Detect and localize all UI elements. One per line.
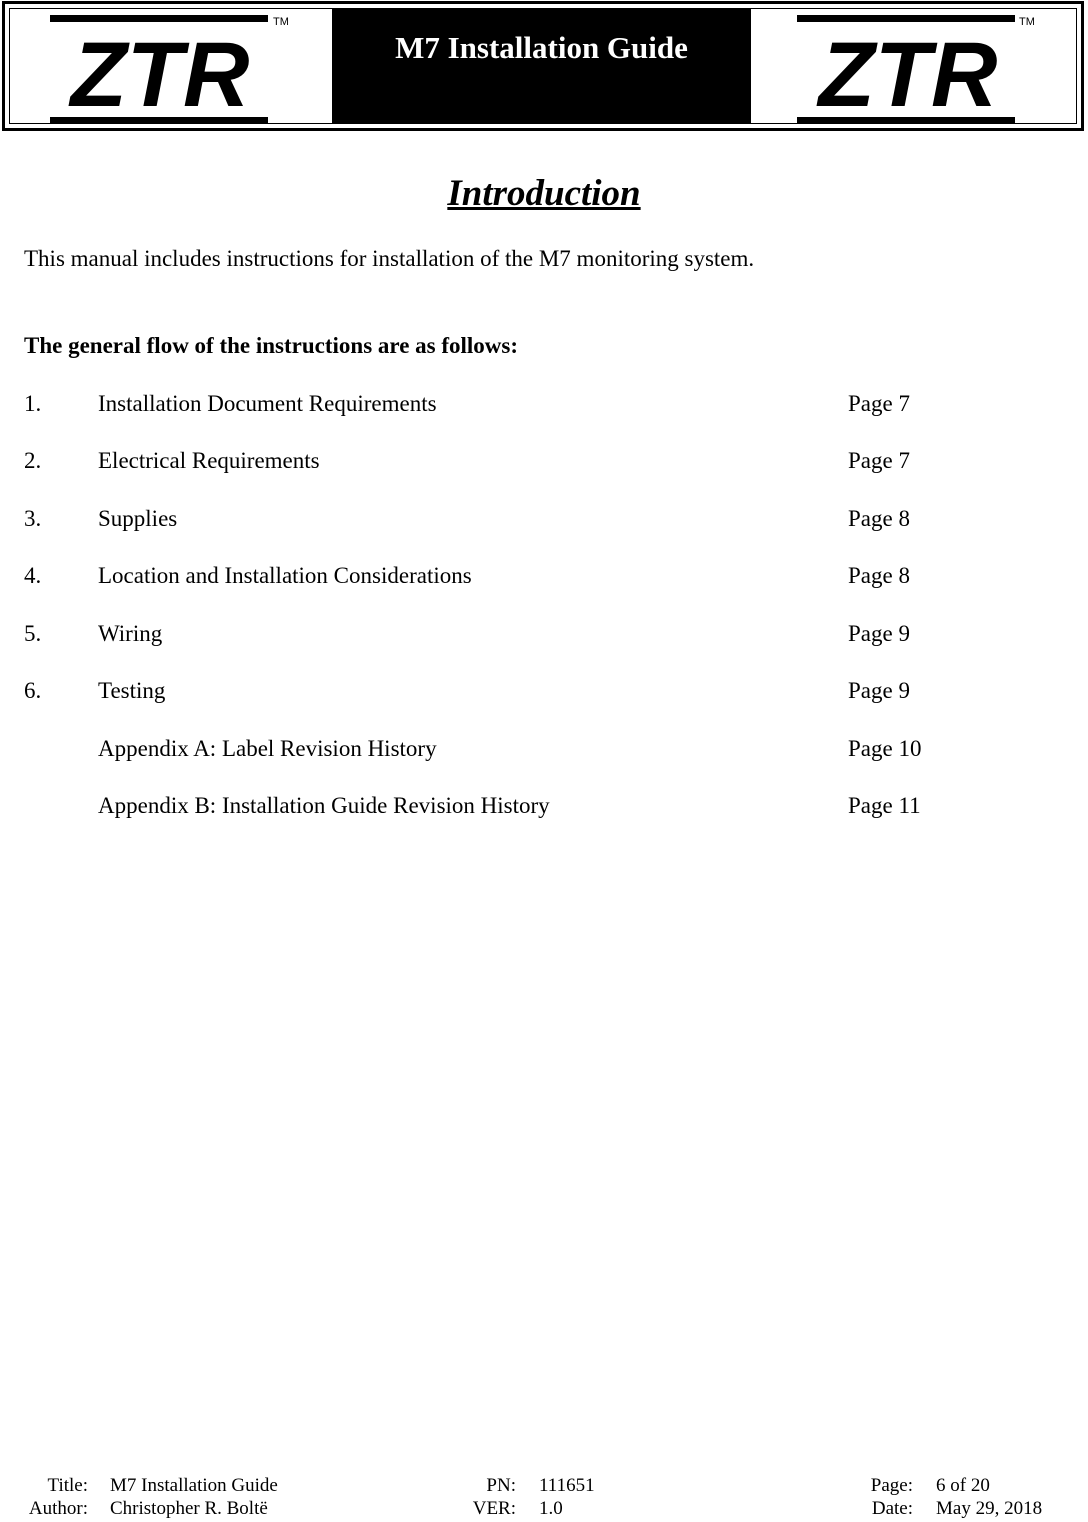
toc-page: Page 8 xyxy=(848,563,910,588)
footer-date-value: May 29, 2018 xyxy=(936,1498,1043,1519)
intro-paragraph: This manual includes instructions for installation of the M7 monitoring system. xyxy=(24,246,755,271)
footer-page-label: Page: xyxy=(870,1475,913,1496)
toc-label: Appendix A: Label Revision History xyxy=(98,736,437,761)
svg-text:TM: TM xyxy=(273,16,289,28)
ztr-logo-right xyxy=(751,9,1076,126)
toc-label: Testing xyxy=(98,678,166,703)
header-title-cell xyxy=(332,9,751,123)
ztr-logo-icon xyxy=(751,9,1076,129)
toc-label: Appendix B: Installation Guide Revision History xyxy=(98,793,550,818)
toc-item xyxy=(0,678,1088,708)
toc-label: Electrical Requirements xyxy=(98,448,320,473)
toc-page: Page 10 xyxy=(848,736,922,761)
toc-page: Page 8 xyxy=(848,506,910,531)
svg-text:TM: TM xyxy=(1019,16,1035,28)
footer-title-value: M7 Installation Guide xyxy=(110,1475,278,1496)
page-footer xyxy=(0,1474,1088,1522)
footer-pn-value: 111651 xyxy=(539,1475,595,1496)
flow-heading: The general flow of the instructions are as follows: xyxy=(24,333,519,358)
toc-page: Page 9 xyxy=(848,678,910,703)
footer-page-value: 6 of 20 xyxy=(936,1475,990,1496)
header-title: M7 Installation Guide xyxy=(395,30,688,65)
toc-page: Page 11 xyxy=(848,793,921,818)
footer-ver-value: 1.0 xyxy=(539,1498,563,1519)
toc-label: Location and Installation Considerations xyxy=(98,563,472,588)
toc-item xyxy=(0,793,1088,823)
toc-item xyxy=(0,621,1088,651)
header-table xyxy=(9,8,1077,124)
toc-item xyxy=(0,448,1088,478)
footer-author-label: Author: xyxy=(28,1498,88,1519)
ztr-logo-icon xyxy=(10,9,332,129)
ztr-logo-left xyxy=(10,9,332,126)
toc-label: Supplies xyxy=(98,506,178,531)
toc-page: Page 7 xyxy=(848,391,910,416)
toc-number: 6. xyxy=(24,678,42,703)
footer-date-label: Date: xyxy=(871,1498,913,1519)
footer-title-label: Title: xyxy=(47,1475,88,1496)
toc-label: Wiring xyxy=(98,621,163,646)
footer-ver-label: VER: xyxy=(472,1498,516,1519)
toc-page: Page 9 xyxy=(848,621,910,646)
page-title: Introduction xyxy=(447,173,641,214)
footer-author-value: Christopher R. Boltë xyxy=(110,1498,268,1519)
toc-number: 1. xyxy=(24,391,42,416)
toc-number: 3. xyxy=(24,506,42,531)
toc-page: Page 7 xyxy=(848,448,910,473)
toc-number: 4. xyxy=(24,563,42,588)
toc-number: 5. xyxy=(24,621,42,646)
svg-text:ZTR: ZTR xyxy=(70,24,250,126)
toc-number: 2. xyxy=(24,448,42,473)
svg-text:ZTR: ZTR xyxy=(818,24,998,126)
footer-pn-label: PN: xyxy=(486,1475,516,1496)
toc-item xyxy=(0,391,1088,421)
toc-item xyxy=(0,563,1088,593)
toc-label: Installation Document Requirements xyxy=(98,391,437,416)
toc-item xyxy=(0,736,1088,766)
page-header xyxy=(2,1,1084,131)
toc-item xyxy=(0,506,1088,536)
